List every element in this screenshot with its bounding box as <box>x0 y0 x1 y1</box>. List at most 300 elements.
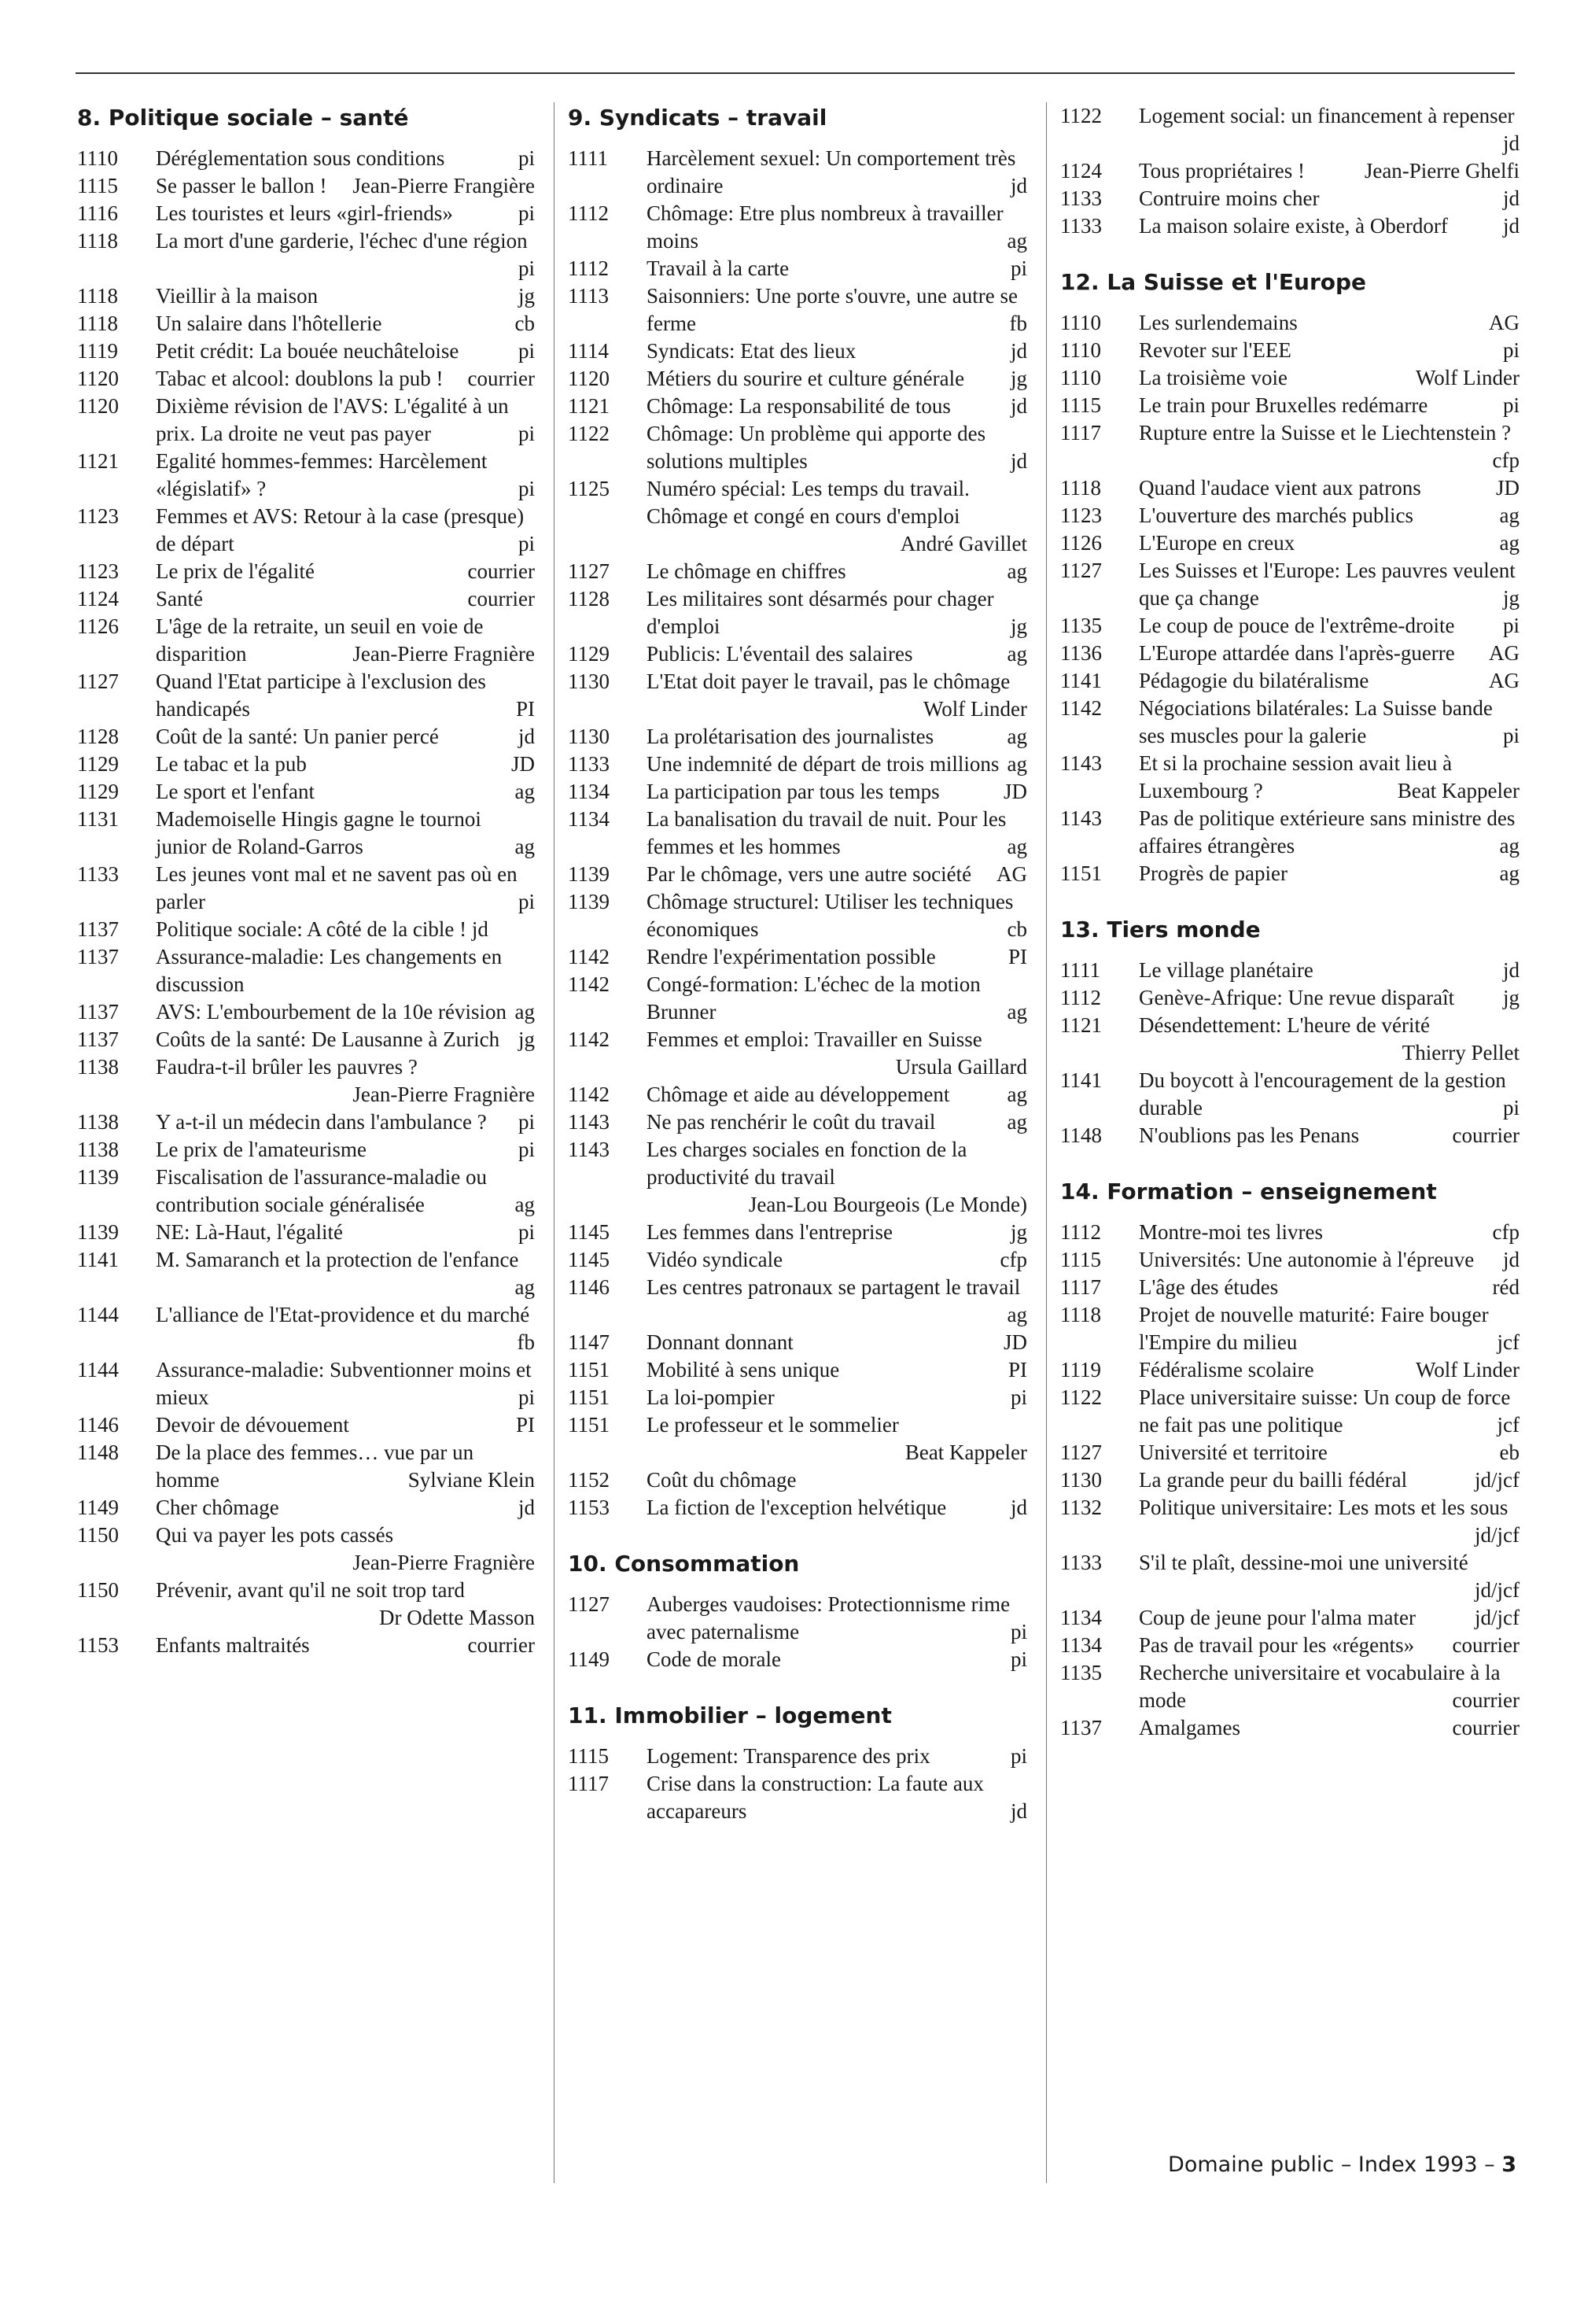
entry-body <box>647 365 1027 393</box>
article-author: pi <box>518 890 535 913</box>
article-author: ag <box>1007 1083 1027 1106</box>
article-author: jg <box>1502 986 1520 1009</box>
issue-number: 1146 <box>568 1275 610 1299</box>
article-title: Pédagogie du bilatéralisme <box>1139 669 1369 692</box>
entry-body <box>156 365 535 393</box>
issue-number: 1138 <box>77 1138 119 1161</box>
issue-number: 1133 <box>1060 214 1102 238</box>
issue-number: 1137 <box>77 917 119 941</box>
entry-body <box>1139 502 1520 529</box>
article-author: pi <box>518 146 535 170</box>
issue-number: 1146 <box>77 1413 119 1437</box>
issue-number: 1145 <box>568 1248 610 1271</box>
index-entry <box>77 751 535 778</box>
index-entry <box>77 200 535 227</box>
issue-number: 1139 <box>568 862 610 886</box>
article-author: jd <box>1010 174 1027 197</box>
index-entry <box>77 998 535 1026</box>
index-entry <box>568 1136 1027 1219</box>
entry-body <box>1139 860 1520 887</box>
entry-body <box>156 585 535 613</box>
entry-body <box>156 200 535 227</box>
entry-body <box>1139 695 1520 750</box>
entry-body <box>1139 1384 1520 1439</box>
article-title: L'Europe en creux <box>1139 531 1295 555</box>
article-author: courrier <box>1452 1123 1520 1147</box>
article-title: Se passer le ballon ! <box>156 174 327 197</box>
article-author: Ursula Gaillard <box>895 1055 1027 1079</box>
article-author: jcf <box>1497 1413 1520 1437</box>
article-title: Le coup de pouce de l'extrême-droite <box>1139 614 1455 637</box>
article-title: Les centres patronaux se partagent le travail <box>647 1275 1021 1299</box>
issue-number: 1142 <box>568 1083 610 1106</box>
index-entry <box>1060 750 1520 805</box>
index-entry <box>77 338 535 365</box>
index-entry <box>77 1136 535 1164</box>
article-title: Pas de travail pour les «régents» <box>1139 1633 1415 1657</box>
article-title: Y a-t-il un médecin dans l'ambulance ? <box>156 1110 487 1134</box>
issue-number: 1118 <box>77 229 118 253</box>
article-author: pi <box>518 256 535 280</box>
article-title: Chômage structurel: Utiliser les techniques économiques <box>647 890 1014 941</box>
entry-body <box>1139 1439 1520 1466</box>
index-entry <box>1060 1549 1520 1604</box>
article-author: pi <box>1010 1744 1027 1768</box>
article-author: pi <box>518 1138 535 1161</box>
index-entry <box>568 1246 1027 1274</box>
article-author: ag <box>1499 861 1520 885</box>
article-author: pi <box>1502 338 1520 362</box>
entry-body <box>647 558 1027 585</box>
entry-body <box>156 806 535 861</box>
article-title: Place universitaire suisse: Un coup de force ne fait pas une politique <box>1139 1385 1511 1437</box>
article-author: cb <box>514 312 535 335</box>
article-author: jd/jcf <box>1475 1606 1520 1629</box>
article-author: Dr Odette Masson <box>379 1606 535 1629</box>
article-title: Déréglementation sous conditions <box>156 146 445 170</box>
article-title: L'alliance de l'Etat-providence et du marché <box>156 1303 530 1326</box>
entry-body <box>156 668 535 723</box>
entry-body <box>156 1494 535 1522</box>
entry-body <box>647 1646 1027 1673</box>
index-entry <box>1060 1494 1520 1549</box>
entry-body <box>647 723 1027 751</box>
index-entry <box>568 668 1027 723</box>
index-entry <box>1060 502 1520 529</box>
index-entry <box>568 338 1027 365</box>
index-entry <box>77 916 535 943</box>
issue-number: 1141 <box>77 1248 119 1271</box>
index-entry <box>1060 1356 1520 1384</box>
article-title: Les jeunes vont mal et ne savent pas où en parler <box>156 862 518 913</box>
section-heading: 9. Syndicats – travail <box>568 105 827 131</box>
entry-body <box>647 1770 1027 1825</box>
index-entry <box>568 888 1027 943</box>
article-author: JD <box>1003 780 1027 803</box>
article-title: Le professeur et le sommelier <box>647 1413 899 1437</box>
index-entry <box>1060 529 1520 557</box>
index-entry <box>568 1274 1027 1329</box>
index-entry <box>568 1743 1027 1770</box>
index-entry <box>1060 1067 1520 1122</box>
index-entry <box>1060 1384 1520 1439</box>
issue-number: 1149 <box>568 1647 610 1671</box>
article-author: jd <box>518 1496 535 1519</box>
column-divider <box>1046 102 1047 2183</box>
article-title: La loi-pompier <box>647 1385 775 1409</box>
index-entry <box>1060 364 1520 392</box>
article-title: Progrès de papier <box>1139 861 1288 885</box>
index-entry <box>77 1632 535 1659</box>
index-entry <box>568 1770 1027 1825</box>
issue-number: 1120 <box>77 394 119 418</box>
issue-number: 1112 <box>568 256 609 280</box>
article-author: jg <box>1502 586 1520 610</box>
article-title: Et si la prochaine session avait lieu à Luxembourg ? <box>1139 751 1453 802</box>
article-author: André Gavillet <box>900 532 1027 555</box>
index-entry <box>1060 1632 1520 1659</box>
article-title: Syndicats: Etat des lieux <box>647 339 856 363</box>
index-entry <box>1060 1604 1520 1632</box>
article-author: jd <box>1502 131 1520 155</box>
article-title: S'il te plaît, dessine-moi une université <box>1139 1551 1468 1574</box>
article-title: Contruire moins cher <box>1139 186 1320 210</box>
entry-body <box>1139 640 1520 667</box>
article-author: pi <box>518 1220 535 1244</box>
issue-number: 1145 <box>568 1220 610 1244</box>
article-author: Wolf Linder <box>923 697 1027 721</box>
entry-body <box>647 338 1027 365</box>
issue-number: 1113 <box>568 284 609 308</box>
issue-number: 1142 <box>568 945 610 968</box>
article-author: pi <box>1502 393 1520 417</box>
index-entry <box>1060 157 1520 185</box>
index-entry <box>1060 474 1520 502</box>
index-entry <box>1060 557 1520 612</box>
issue-number: 1137 <box>1060 1716 1102 1739</box>
entry-body <box>1139 1246 1520 1274</box>
article-author: courrier <box>467 367 535 390</box>
issue-number: 1121 <box>568 394 610 418</box>
index-entry <box>1060 212 1520 240</box>
entry-body <box>647 393 1027 420</box>
article-title: L'Europe attardée dans l'après-guerre <box>1139 641 1455 665</box>
issue-number: 1115 <box>568 1744 609 1768</box>
entry-body <box>1139 957 1520 984</box>
index-entry <box>77 1494 535 1522</box>
entry-body <box>647 668 1027 723</box>
issue-number: 1111 <box>1060 958 1100 982</box>
index-entry <box>77 1053 535 1109</box>
index-entry <box>77 1522 535 1577</box>
index-entry <box>568 1466 1027 1494</box>
page-footer <box>1168 2152 1516 2177</box>
index-entry <box>1060 1301 1520 1356</box>
entry-body <box>156 282 535 310</box>
issue-number: 1117 <box>1060 421 1101 445</box>
article-title: Chômage: La responsabilité de tous <box>647 394 951 418</box>
article-title: La prolétarisation des journalistes <box>647 725 934 748</box>
article-title: Amalgames <box>1139 1716 1240 1739</box>
article-title: La banalisation du travail de nuit. Pour les femmes et les hommes <box>647 807 1007 858</box>
index-entry <box>568 1026 1027 1081</box>
issue-number: 1137 <box>77 945 119 968</box>
index-entry <box>568 255 1027 282</box>
article-title: Logement: Transparence des prix <box>647 1744 930 1768</box>
index-section <box>1060 914 1520 1149</box>
article-author: Beat Kappeler <box>1397 779 1520 802</box>
article-author: ag <box>1007 642 1027 666</box>
article-author: ag <box>1007 1000 1027 1024</box>
article-author: ag <box>1499 504 1520 527</box>
index-entry <box>77 668 535 723</box>
article-author: JD <box>510 752 535 776</box>
entry-body <box>1139 1067 1520 1122</box>
article-title: Mobilité à sens unique <box>647 1358 840 1381</box>
article-author: pi <box>1010 1385 1027 1409</box>
issue-number: 1142 <box>1060 696 1102 720</box>
index-entry <box>568 365 1027 393</box>
article-title: La maison solaire existe, à Oberdorf <box>1139 214 1448 238</box>
entry-body <box>156 1632 535 1659</box>
entry-body <box>1139 984 1520 1012</box>
article-author: AG <box>1489 669 1520 692</box>
article-author: pi <box>518 1110 535 1134</box>
issue-number: 1115 <box>77 174 118 197</box>
issue-number: 1153 <box>77 1633 119 1657</box>
issue-number: 1150 <box>77 1523 119 1547</box>
article-author: Wolf Linder <box>1415 366 1520 389</box>
index-entry <box>77 365 535 393</box>
article-author: PI <box>1008 1358 1027 1381</box>
article-author: ag <box>514 1275 535 1299</box>
article-title: Mademoiselle Hingis gagne le tournoi junior de Roland-Garros <box>156 807 481 858</box>
entry-body <box>156 998 535 1026</box>
article-title: La troisième voie <box>1139 366 1288 389</box>
section-heading: 8. Politique sociale – santé <box>77 105 409 131</box>
entry-body <box>156 1522 535 1577</box>
issue-number: 1144 <box>77 1358 119 1381</box>
article-title: Les touristes et leurs «girl-friends» <box>156 201 453 225</box>
issue-number: 1119 <box>1060 1358 1101 1381</box>
column-1 <box>77 102 535 1686</box>
issue-number: 1118 <box>77 284 118 308</box>
issue-number: 1139 <box>568 890 610 913</box>
article-author: jd <box>1502 186 1520 210</box>
entry-body <box>1139 805 1520 860</box>
article-title: L'âge de la retraite, un seuil en voie de disparition <box>156 614 484 666</box>
article-title: Revoter sur l'EEE <box>1139 338 1291 362</box>
section-heading: 11. Immobilier – logement <box>568 1702 892 1728</box>
article-title: Saisonniers: Une porte s'ouvre, une autre se ferme <box>647 284 1018 335</box>
article-author: réd <box>1492 1275 1520 1299</box>
issue-number: 1134 <box>1060 1606 1102 1629</box>
article-title: Recherche universitaire et vocabulaire à la mode <box>1139 1661 1501 1712</box>
article-title: Cher chômage <box>156 1496 279 1519</box>
article-title: Coup de jeune pour l'alma mater <box>1139 1606 1416 1629</box>
index-entry <box>568 1646 1027 1673</box>
entry-body <box>156 1219 535 1246</box>
article-title: N'oublions pas les Penans <box>1139 1123 1360 1147</box>
article-author: Jean-Pierre Fragnière <box>352 642 535 666</box>
index-entry <box>1060 392 1520 419</box>
index-entry <box>1060 984 1520 1012</box>
issue-number: 1139 <box>77 1165 119 1189</box>
article-title: Projet de nouvelle maturité: Faire bouger l'Empire du milieu <box>1139 1303 1489 1354</box>
issue-number: 1127 <box>1060 559 1102 582</box>
entry-body <box>156 1164 535 1219</box>
article-title: Travail à la carte <box>647 256 790 280</box>
index-entry <box>568 806 1027 861</box>
issue-number: 1129 <box>77 780 119 803</box>
entry-body <box>647 971 1027 1026</box>
index-entry <box>77 943 535 998</box>
entry-body <box>1139 529 1520 557</box>
article-author: pi <box>1502 724 1520 747</box>
issue-number: 1152 <box>568 1468 610 1492</box>
index-entry <box>77 448 535 503</box>
entry-body <box>1139 1301 1520 1356</box>
index-section <box>568 1700 1027 1825</box>
article-author: jg <box>1010 367 1027 390</box>
entry-body <box>1139 1632 1520 1659</box>
index-entry <box>77 1219 535 1246</box>
index-entry <box>568 971 1027 1026</box>
issue-number: 1127 <box>1060 1441 1102 1464</box>
index-section <box>1060 1176 1520 1742</box>
index-entry <box>77 1411 535 1439</box>
article-title: Donnant donnant <box>647 1330 794 1354</box>
article-title: Numéro spécial: Les temps du travail. Chômage et congé en cours d'emploi <box>647 477 970 528</box>
issue-number: 1123 <box>77 559 119 583</box>
article-title: Tous propriétaires ! <box>1139 159 1306 183</box>
entry-body <box>1139 1012 1520 1067</box>
article-author: jd <box>1010 449 1027 473</box>
index-entry <box>1060 1219 1520 1246</box>
index-entry <box>1060 1714 1520 1742</box>
article-author: Thierry Pellet <box>1402 1041 1520 1064</box>
entry-body <box>156 1356 535 1411</box>
entry-body <box>647 943 1027 971</box>
entry-body <box>156 145 535 172</box>
issue-number: 1110 <box>77 146 118 170</box>
entry-body <box>1139 157 1520 185</box>
entry-body <box>1139 1494 1520 1549</box>
index-entry <box>77 723 535 751</box>
entry-body <box>647 1081 1027 1109</box>
article-author: pi <box>518 1385 535 1409</box>
article-author: pi <box>1502 1096 1520 1120</box>
index-entry <box>77 1026 535 1053</box>
issue-number: 1123 <box>77 504 119 528</box>
entry-body <box>647 1219 1027 1246</box>
index-section <box>1060 267 1520 887</box>
index-entry <box>568 558 1027 585</box>
article-author: pi <box>518 477 535 500</box>
issue-number: 1118 <box>1060 476 1101 500</box>
index-entry <box>1060 1659 1520 1714</box>
index-entry <box>77 1356 535 1411</box>
issue-number: 1128 <box>77 725 119 748</box>
article-author: ag <box>1499 834 1520 858</box>
article-author: pi <box>518 422 535 445</box>
entry-body <box>1139 1122 1520 1149</box>
article-author: JD <box>1495 476 1520 500</box>
index-section <box>568 1548 1027 1673</box>
article-author: fb <box>517 1330 535 1354</box>
article-author: courrier <box>467 559 535 583</box>
issue-number: 1129 <box>568 642 610 666</box>
entry-body <box>647 145 1027 200</box>
index-entry <box>77 613 535 668</box>
article-author: pi <box>1010 1647 1027 1671</box>
issue-number: 1112 <box>1060 986 1101 1009</box>
issue-number: 1151 <box>568 1413 610 1437</box>
entry-body <box>647 778 1027 806</box>
index-entry <box>568 1494 1027 1522</box>
section-heading: 10. Consommation <box>568 1551 800 1577</box>
article-title: Montre-moi tes livres <box>1139 1220 1323 1244</box>
entry-body <box>647 1274 1027 1329</box>
issue-number: 1143 <box>1060 806 1102 830</box>
article-author: cb <box>1007 917 1027 941</box>
article-title: Tabac et alcool: doublons la pub ! <box>156 367 444 390</box>
index-entry <box>568 200 1027 255</box>
index-entry <box>77 1577 535 1632</box>
article-title: Congé-formation: L'échec de la motion Brunner <box>647 972 981 1024</box>
article-author: ag <box>1007 229 1027 253</box>
entry-body <box>1139 474 1520 502</box>
article-title: Désendettement: L'heure de vérité <box>1139 1013 1430 1037</box>
article-author: Beat Kappeler <box>904 1441 1027 1464</box>
issue-number: 1122 <box>1060 104 1102 127</box>
entry-body <box>647 585 1027 640</box>
article-title: Le sport et l'enfant <box>156 780 315 803</box>
issue-number: 1112 <box>568 201 609 225</box>
article-title: L'âge des études <box>1139 1275 1279 1299</box>
issue-number: 1133 <box>77 862 119 886</box>
article-author: ag <box>1007 559 1027 583</box>
entry-body <box>156 558 535 585</box>
issue-number: 1137 <box>77 1000 119 1024</box>
article-title: Le chômage en chiffres <box>647 559 846 583</box>
article-author: jd <box>1502 214 1520 238</box>
article-author: jcf <box>1497 1330 1520 1354</box>
article-title: Vieillir à la maison <box>156 284 319 308</box>
entry-body <box>647 475 1027 558</box>
entry-body <box>1139 1466 1520 1494</box>
article-title: Coût de la santé: Un panier percé <box>156 725 439 748</box>
index-entry <box>77 558 535 585</box>
issue-number: 1138 <box>77 1110 119 1134</box>
article-title: Code de morale <box>647 1647 781 1671</box>
footer-text: Domaine public – Index 1993 – <box>1168 2152 1502 2177</box>
article-author: jd <box>1502 1248 1520 1271</box>
issue-number: 1122 <box>568 422 610 445</box>
article-author: pi <box>518 201 535 225</box>
article-title: Faudra-t-il brûler les pauvres ? <box>156 1055 418 1079</box>
issue-number: 1123 <box>1060 504 1102 527</box>
issue-number: 1111 <box>568 146 608 170</box>
issue-number: 1116 <box>77 201 118 225</box>
article-title: Universités: Une autonomie à l'épreuve <box>1139 1248 1475 1271</box>
article-author: ag <box>1007 1303 1027 1326</box>
index-entry <box>1060 695 1520 750</box>
entry-body <box>1139 309 1520 337</box>
index-entry <box>77 145 535 172</box>
article-title: Femmes et emploi: Travailler en Suisse <box>647 1027 982 1051</box>
article-author: PI <box>515 1413 535 1437</box>
